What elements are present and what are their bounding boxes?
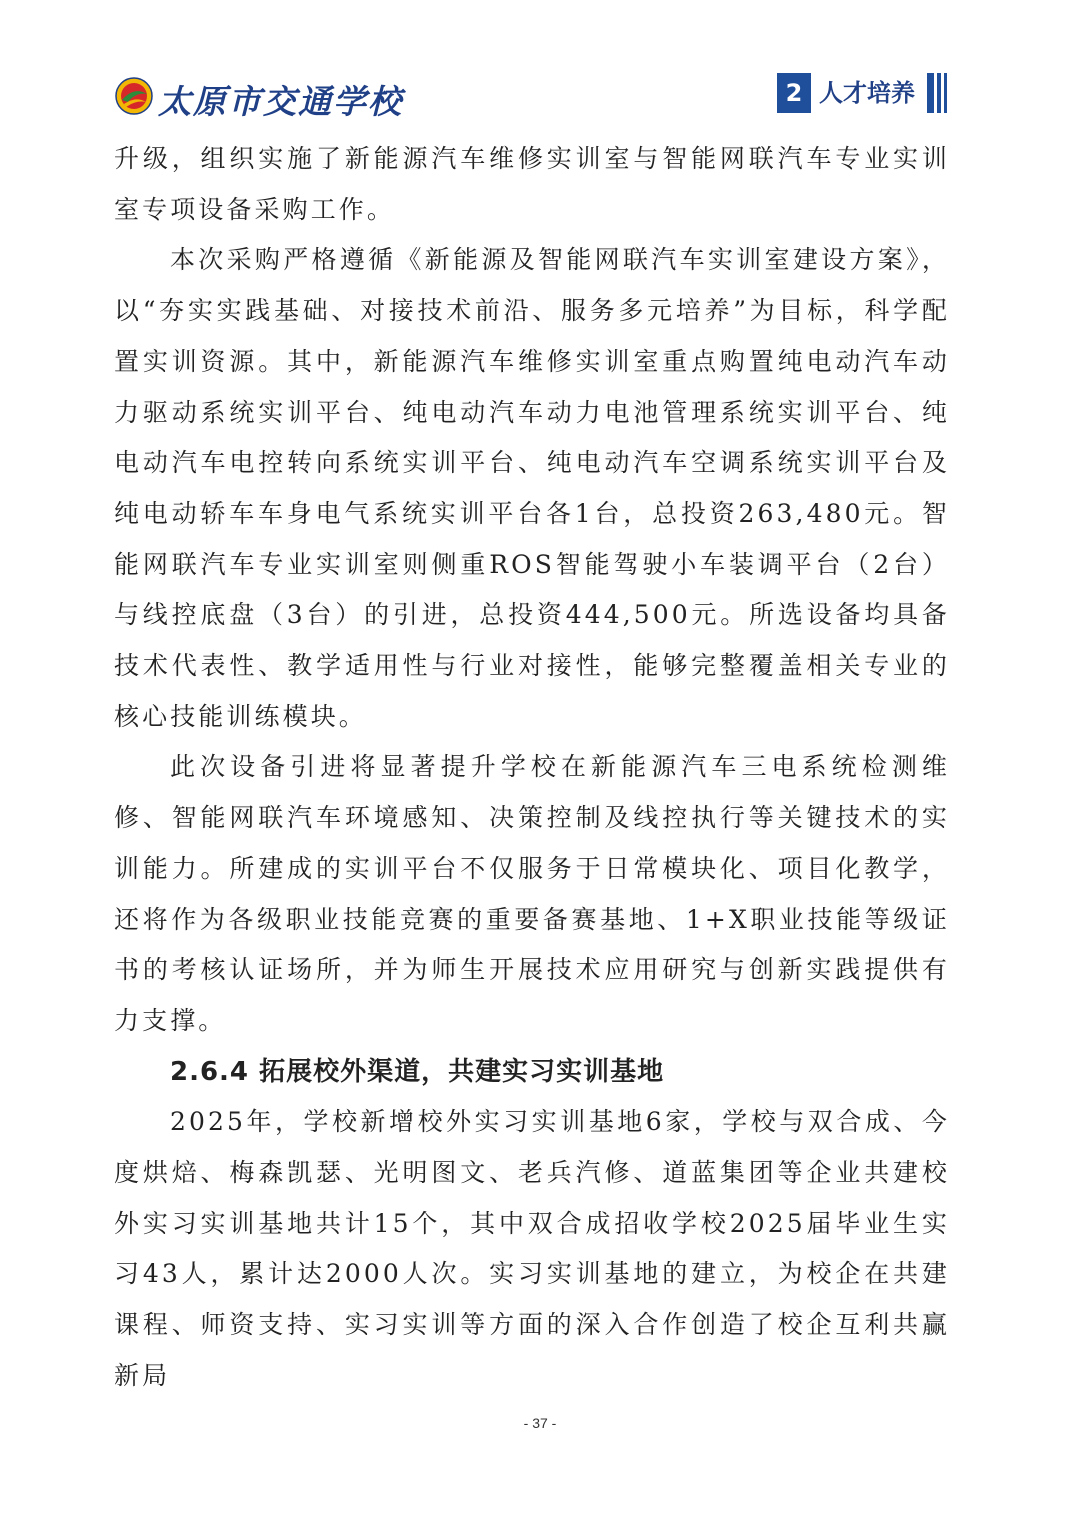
- school-logo: [114, 76, 404, 120]
- section-tag: [777, 73, 953, 113]
- section-number: 2: [777, 73, 811, 113]
- section-heading: 2.6.4 拓展校外渠道，共建实习实训基地: [170, 1056, 665, 1087]
- school-emblem-icon: [114, 76, 154, 116]
- decorative-bar: [937, 73, 941, 113]
- page-number: - 37 -: [523, 1415, 557, 1431]
- school-name: 太原市交通学校: [158, 82, 403, 121]
- page-body: [114, 134, 950, 1402]
- decorative-bar: [944, 73, 947, 113]
- section-title: 人才培养: [819, 79, 915, 107]
- decorative-bar: [927, 73, 934, 113]
- page-header: [0, 0, 1080, 130]
- paragraph-bases: 2025年，学校新增校外实习实训基地6家，学校与双合成、今度烘焙、梅森凯瑟、光明图文、老兵汽修、道蓝集团等企业共建校外实习实训基地共计15个，其中双合成招收学校2025届毕业生实习43人，累计达2000人次。实习实训基地的建立，为校企在共建课程、师资支持、实习实训等方面的深入合作创造了校企互利共赢新局: [114, 1107, 950, 1390]
- paragraph-continued: 升级，组织实施了新能源汽车维修实训室与智能网联汽车专业实训室专项设备采购工作。: [114, 144, 950, 224]
- paragraph-procurement: 本次采购严格遵循《新能源及智能网联汽车实训室建设方案》，以“夯实实践基础、对接技术前沿、服务多元培养”为目标，科学配置实训资源。其中，新能源汽车维修实训室重点购置纯电动汽车动力驱动系统实训平台、纯电动汽车动力电池管理系统实训平台、纯电动汽车电控转向系统实训平台、纯电动汽车空调系统实训平台及纯电动轿车车身电气系统实训平台各1台，总投资263,480元。智能网联汽车专业实训室则侧重ROS智能驾驶小车装调平台（2台）与线控底盘（3台）的引进，总投资444,500元。所选设备均具备技术代表性、教学适用性与行业对接性，能够完整覆盖相关专业的核心技能训练模块。: [114, 245, 950, 731]
- paragraph-impact: 此次设备引进将显著提升学校在新能源汽车三电系统检测维修、智能网联汽车环境感知、决策控制及线控执行等关键技术的实训能力。所建成的实训平台不仅服务于日常模块化、项目化教学，还将作为各级职业技能竞赛的重要备赛基地、1+X职业技能等级证书的考核认证场所，并为师生开展技术应用研究与创新实践提供有力支撑。: [114, 752, 950, 1035]
